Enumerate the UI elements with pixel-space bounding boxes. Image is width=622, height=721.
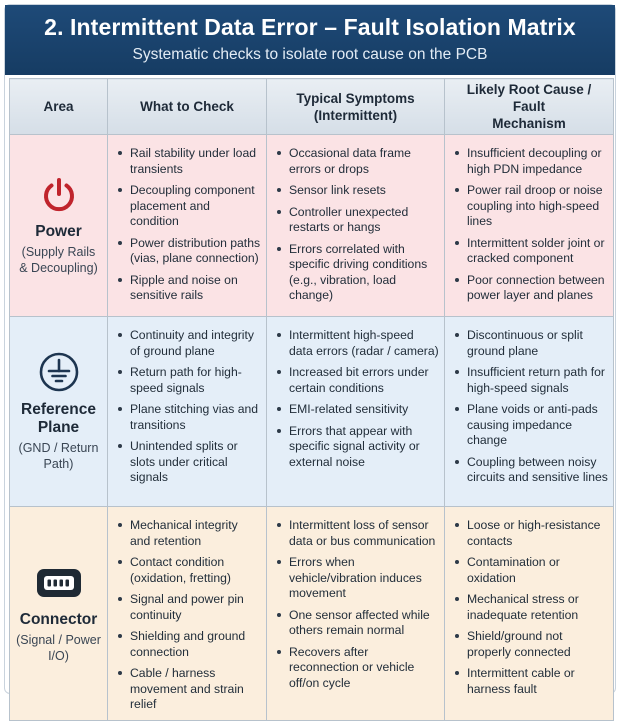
- area-cell-reference-plane: [10, 317, 108, 507]
- symptoms-list-power: [268, 136, 443, 304]
- list-item: Recovers after reconnection or vehicle off/on cycle: [289, 645, 439, 692]
- list-item: Intermittent cable or harness fault: [467, 666, 608, 697]
- symptoms-cell-connector: [267, 507, 445, 721]
- cause-list-power: [446, 136, 612, 304]
- list-item: Contact condition (oxidation, fretting): [130, 555, 261, 586]
- list-item: Ripple and noise on sensitive rails: [130, 273, 261, 304]
- list-item: Poor connection between power layer and planes: [467, 273, 608, 304]
- list-item: Rail stability under load transients: [130, 146, 261, 177]
- table-row-reference-plane: [10, 317, 614, 507]
- area-name-line: Plane: [37, 419, 80, 436]
- list-item: Unintended splits or slots under critical signals: [130, 439, 261, 486]
- page-subtitle: Systematic checks to isolate root cause on the PCB: [132, 46, 488, 63]
- header-symptoms-line2: (Intermittent): [313, 107, 398, 123]
- list-item: Increased bit errors under certain conditions: [289, 365, 439, 396]
- cause-list-reference-plane: [446, 318, 612, 486]
- table-row-power: [10, 135, 614, 317]
- area-subtitle-reference-plane: [14, 440, 103, 472]
- list-item: Loose or high-resistance contacts: [467, 518, 608, 549]
- power-icon: [39, 175, 79, 215]
- list-item: Intermittent solder joint or cracked component: [467, 236, 608, 267]
- ground-icon: [38, 351, 80, 393]
- list-item: Occasional data frame errors or drops: [289, 146, 439, 177]
- area-sub-line: (Signal / Power: [16, 632, 101, 647]
- list-item: Insufficient decoupling or high PDN impedance: [467, 146, 608, 177]
- area-name-line: Connector: [19, 610, 98, 628]
- list-item: Insufficient return path for high-speed signals: [467, 365, 608, 396]
- header-symptoms-line1: Typical Symptoms: [296, 90, 415, 106]
- header-typical-symptoms: [267, 79, 445, 135]
- area-cell-connector: [10, 507, 108, 721]
- list-item: Contamination or oxidation: [467, 555, 608, 586]
- list-item: Plane stitching vias and transitions: [130, 402, 261, 433]
- fault-isolation-table: [9, 78, 614, 721]
- list-item: Power rail droop or noise coupling into high-speed lines: [467, 183, 608, 230]
- list-item: Return path for high-speed signals: [130, 365, 261, 396]
- list-item: Sensor link resets: [289, 183, 439, 199]
- area-name-power: [14, 223, 103, 241]
- list-item: Shielding and ground connection: [130, 629, 261, 660]
- area-subtitle-connector: [14, 632, 103, 664]
- header-likely-root-cause: [445, 79, 614, 135]
- area-sub-line: I/O): [48, 648, 69, 663]
- check-cell-power: [108, 135, 267, 317]
- area-sub-line: (GND / Return: [18, 441, 99, 455]
- title-banner: [5, 5, 615, 75]
- symptoms-cell-reference-plane: [267, 317, 445, 507]
- table-row-connector: [10, 507, 614, 721]
- list-item: Errors when vehicle/vibration induces movement: [289, 555, 439, 602]
- list-item: EMI-related sensitivity: [289, 402, 439, 418]
- header-what-to-check: What to Check: [108, 79, 267, 135]
- check-cell-connector: [108, 507, 267, 721]
- list-item: Cable / harness movement and strain relief: [130, 666, 261, 713]
- list-item: Errors correlated with specific driving conditions (e.g., vibration, load change): [289, 242, 439, 304]
- check-list-connector: [109, 508, 265, 713]
- symptoms-list-connector: [268, 508, 443, 691]
- cause-list-connector: [446, 508, 612, 697]
- list-item: Decoupling component placement and condition: [130, 183, 261, 230]
- area-name-reference-plane: [14, 401, 103, 437]
- table-header: [10, 79, 614, 135]
- page-title: 2. Intermittent Data Error – Fault Isolation Matrix: [44, 14, 576, 40]
- list-item: Signal and power pin continuity: [130, 592, 261, 623]
- area-cell-power: [10, 135, 108, 317]
- list-item: Intermittent loss of sensor data or bus communication: [289, 518, 439, 549]
- cause-cell-reference-plane: [445, 317, 614, 507]
- list-item: Plane voids or anti-pads causing impedance change: [467, 402, 608, 449]
- cause-cell-power: [445, 135, 614, 317]
- list-item: Continuity and integrity of ground plane: [130, 328, 261, 359]
- list-item: One sensor affected while others remain normal: [289, 608, 439, 639]
- area-sub-line: (Supply Rails: [21, 245, 96, 259]
- symptoms-cell-power: [267, 135, 445, 317]
- area-name-connector: [14, 611, 103, 629]
- list-item: Intermittent high-speed data errors (radar / camera): [289, 328, 439, 358]
- list-item: Controller unexpected restarts or hangs: [289, 205, 439, 236]
- area-sub-line: Path): [43, 457, 74, 471]
- header-area: Area: [10, 79, 108, 135]
- list-item: Discontinuous or split ground plane: [467, 328, 608, 359]
- list-item: Mechanical integrity and retention: [130, 518, 261, 549]
- list-item: Coupling between noisy circuits and sensitive lines: [467, 454, 608, 484]
- check-list-power: [109, 136, 265, 304]
- cause-cell-connector: [445, 507, 614, 721]
- header-cause-line2: Mechanism: [492, 116, 566, 131]
- matrix-frame: [4, 4, 616, 711]
- symptoms-list-reference-plane: [268, 318, 443, 470]
- connector-icon: [34, 563, 84, 603]
- area-name-line: Power: [35, 223, 82, 240]
- list-item: Errors that appear with specific signal activity or external noise: [289, 424, 439, 471]
- list-item: Power distribution paths (vias, plane connection): [130, 235, 261, 265]
- list-item: Shield/ground not properly connected: [467, 629, 608, 660]
- list-item: Mechanical stress or inadequate retention: [467, 592, 608, 623]
- area-sub-line: & Decoupling): [19, 261, 98, 275]
- header-cause-line1: Likely Root Cause / Fault: [466, 82, 592, 114]
- check-cell-reference-plane: [108, 317, 267, 507]
- area-name-line: Reference: [21, 401, 96, 418]
- area-subtitle-power: [14, 244, 103, 276]
- check-list-reference-plane: [109, 318, 265, 486]
